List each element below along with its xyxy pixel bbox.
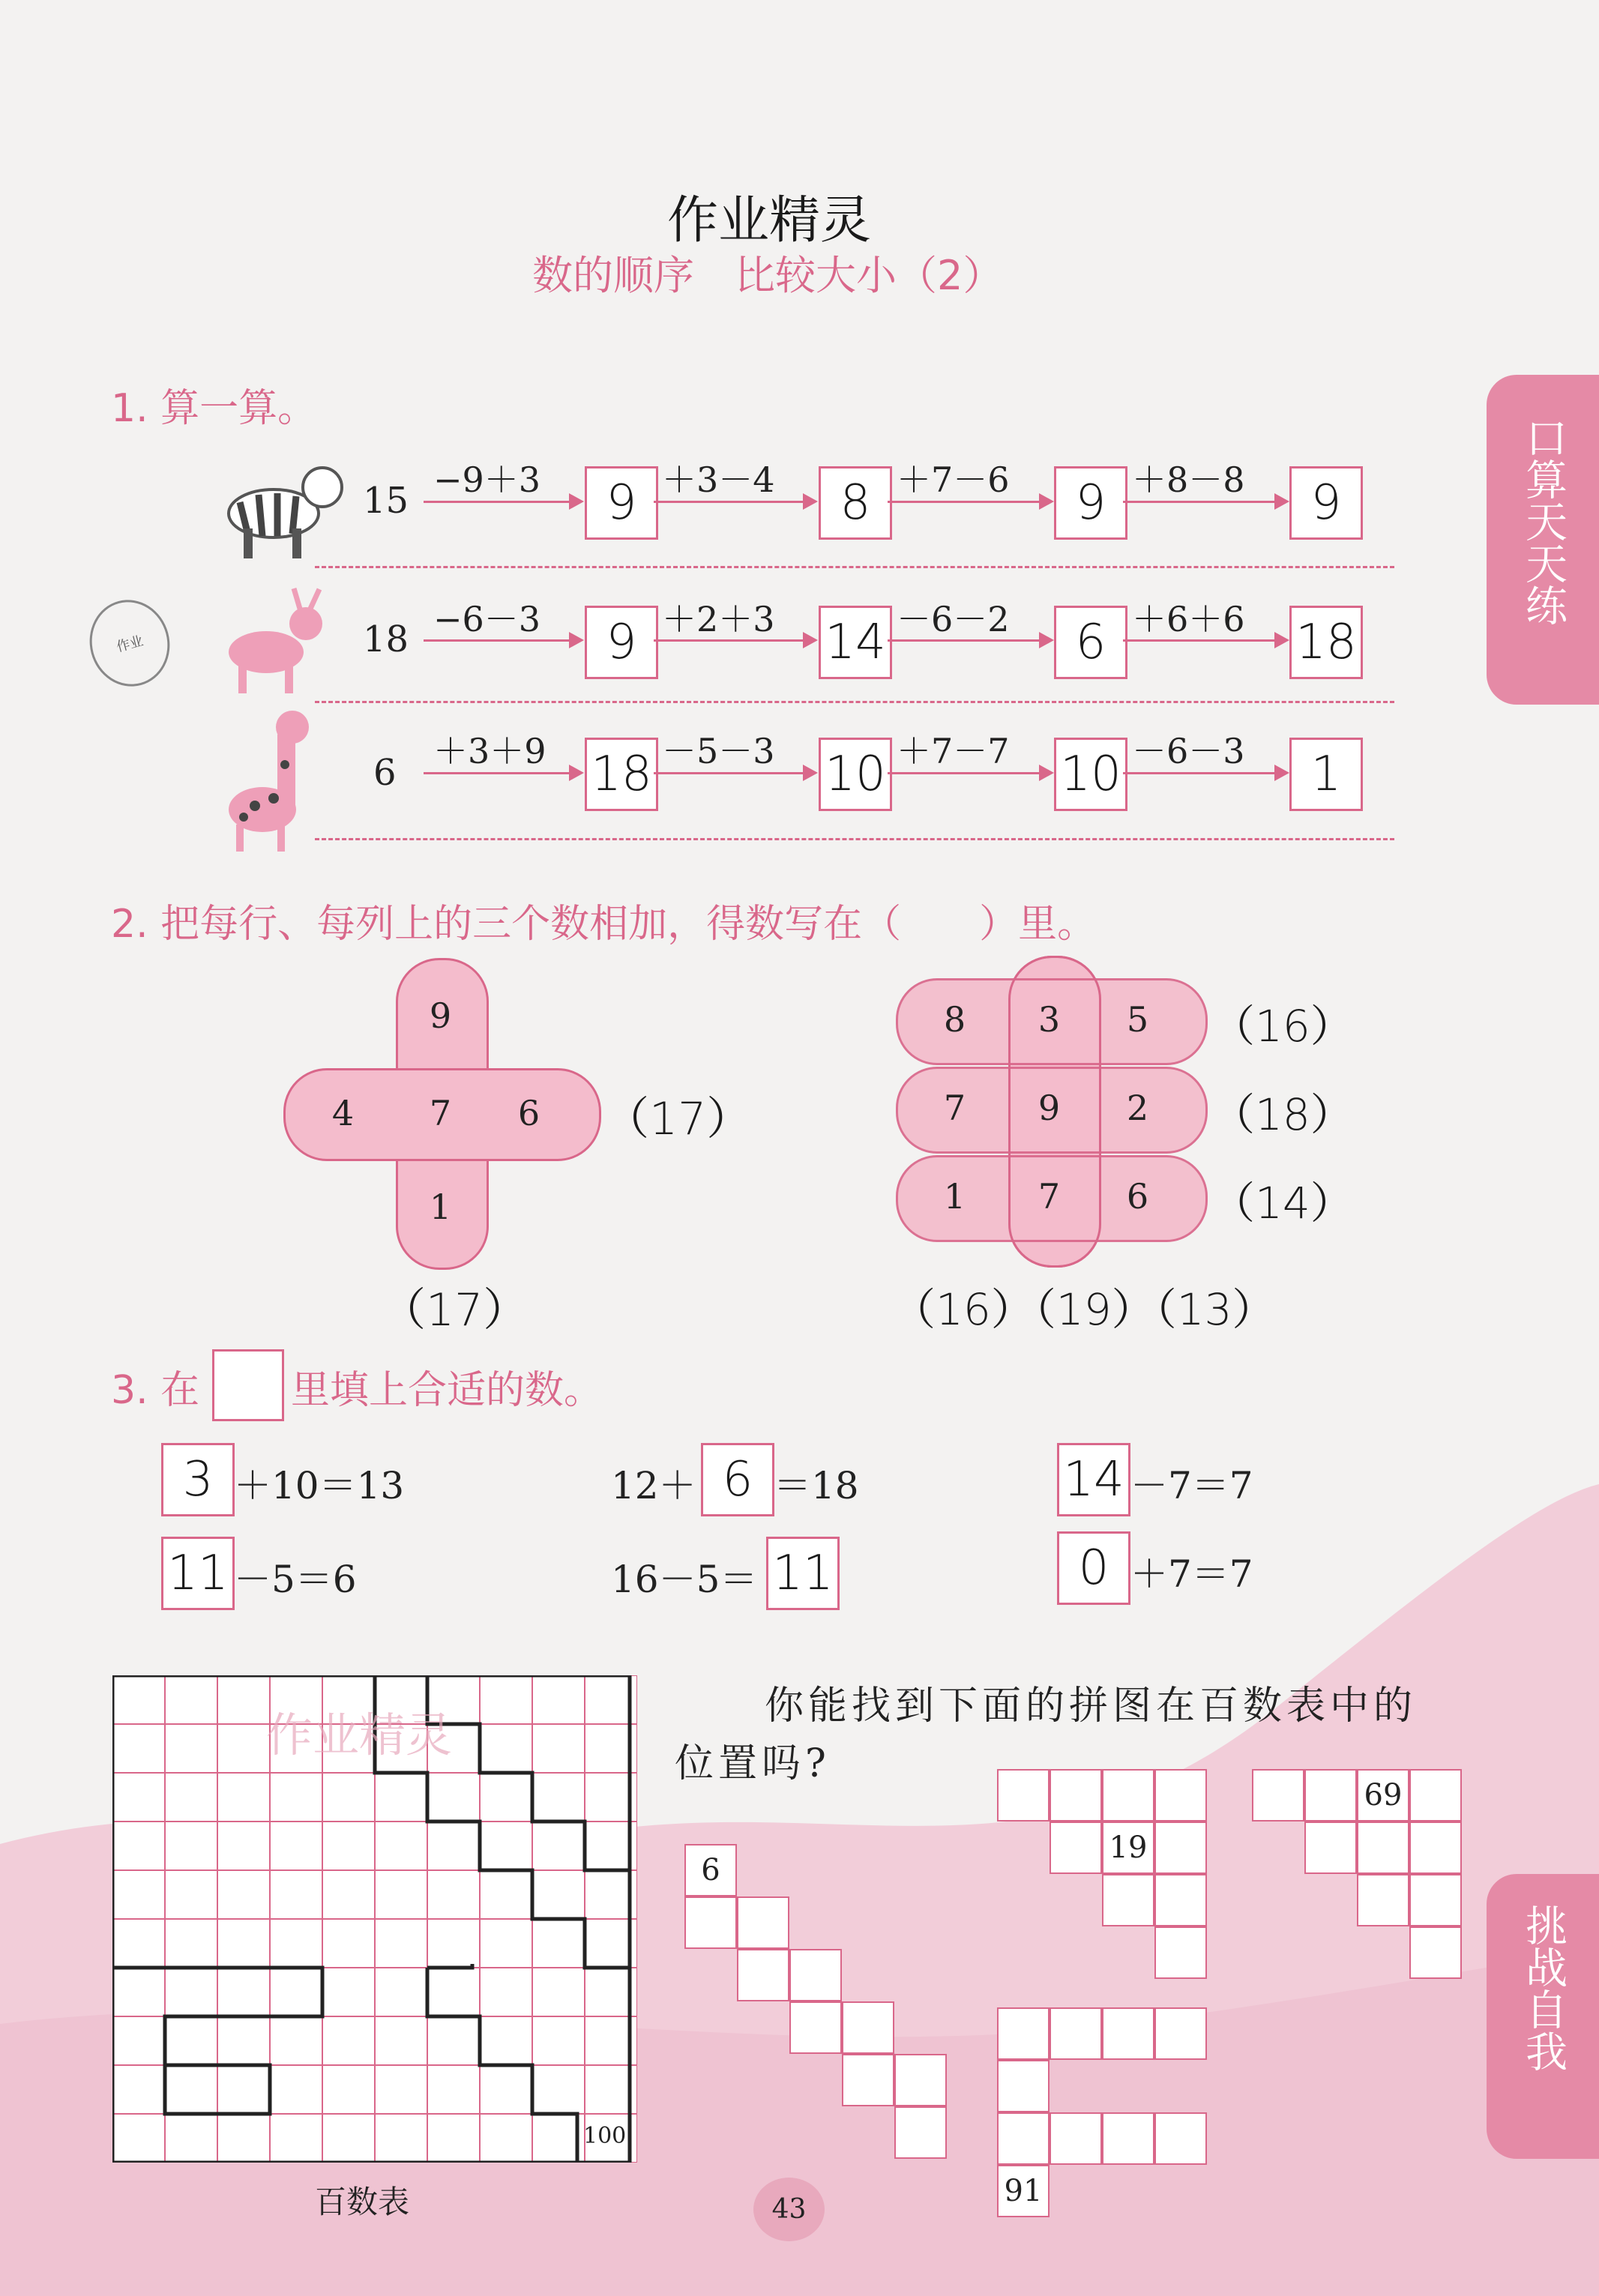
arrow-icon — [424, 772, 581, 774]
q1-row3-start: 6 — [373, 752, 397, 794]
q1-row2-ans3[interactable]: 6 — [1054, 606, 1127, 679]
stamp: 作业 — [80, 591, 179, 695]
q1-row3-op2: －5－3 — [662, 731, 775, 771]
puzzle-cell — [1154, 2112, 1207, 2165]
puzzle-cell: 19 — [1102, 1822, 1154, 1874]
q3-expr: ＋7＝7 — [1130, 1552, 1253, 1596]
logo-text: 作业精灵 — [667, 191, 872, 250]
cross-right: 6 — [517, 1093, 540, 1133]
divider — [315, 566, 1394, 568]
q3-title-box — [212, 1349, 284, 1421]
square-cell: 7 — [943, 1088, 966, 1128]
q3-expr: ＋10＝13 — [234, 1464, 405, 1507]
puzzle-cell: 69 — [1357, 1769, 1409, 1822]
q3-ans[interactable]: 14 — [1057, 1443, 1130, 1516]
arrow-icon — [888, 639, 1051, 642]
page-title: 数的顺序 比较大小（2） — [532, 252, 1004, 299]
puzzle-cell — [1154, 2007, 1207, 2060]
puzzle-cell — [737, 1949, 789, 2001]
square-cell: 5 — [1126, 999, 1149, 1040]
q3-title-post: 里填上合适的数。 — [291, 1368, 603, 1413]
puzzle-cell — [894, 2054, 947, 2106]
square-cell: 1 — [943, 1176, 966, 1217]
q1-row2-op4: ＋6＋6 — [1132, 599, 1245, 639]
puzzle-cell — [789, 1949, 842, 2001]
q1-title: 1. 算一算。 — [111, 386, 317, 431]
q3-expr: ＝18 — [774, 1464, 859, 1507]
puzzle-cell — [1409, 1926, 1462, 1979]
puzzle-cell — [997, 1769, 1050, 1822]
arrow-icon — [654, 501, 815, 503]
square-col-sums[interactable]: （16）（19）（13） — [892, 1284, 1276, 1335]
puzzle-cell — [1304, 1822, 1357, 1874]
page-number: 43 — [753, 2178, 825, 2241]
puzzle-cell — [1102, 2112, 1154, 2165]
puzzle-cell — [1050, 1822, 1102, 1874]
puzzle-cell — [789, 2001, 842, 2054]
puzzle-cell — [1357, 1822, 1409, 1874]
giraffe-icon — [217, 705, 330, 855]
q1-row3-op1: ＋3＋9 — [433, 731, 546, 771]
q4-question: 你能找到下面的拼图在百数表中的 — [765, 1684, 1418, 1729]
q1-row2-ans4[interactable]: 18 — [1289, 606, 1363, 679]
q1-row3-op4: －6－3 — [1132, 731, 1245, 771]
puzzle-cell: 6 — [684, 1844, 737, 1896]
puzzle-cell — [1050, 2112, 1102, 2165]
q1-row2-ans2[interactable]: 14 — [819, 606, 892, 679]
puzzle-cell — [1102, 2007, 1154, 2060]
tab-challenge-label: 挑战自我 — [1519, 1904, 1568, 2072]
puzzle-cell — [1357, 1874, 1409, 1926]
tab-oral-calc[interactable] — [1487, 375, 1599, 705]
q2-title: 2. 把每行、每列上的三个数相加，得数写在（ ）里。 — [111, 902, 1097, 947]
arrow-icon — [1123, 639, 1286, 642]
tab-challenge[interactable] — [1487, 1874, 1599, 2159]
puzzle-cell: 91 — [997, 2165, 1050, 2217]
q1-row2-op2: ＋2＋3 — [662, 599, 775, 639]
goat-icon — [210, 585, 330, 697]
arrow-icon — [654, 772, 815, 774]
puzzle-cell — [842, 2001, 894, 2054]
puzzle-cell — [684, 1896, 737, 1949]
q3-expr: －5＝6 — [234, 1558, 357, 1601]
square-cell: 6 — [1126, 1176, 1149, 1217]
puzzle-cell — [1102, 1874, 1154, 1926]
puzzle-cell — [1154, 1874, 1207, 1926]
arrow-icon — [888, 772, 1051, 774]
puzzle-cell — [997, 2112, 1050, 2165]
arrow-icon — [888, 501, 1051, 503]
q1-row1-op2: ＋3－4 — [662, 459, 775, 500]
q3-ans[interactable]: 6 — [701, 1443, 774, 1516]
puzzle-cell — [1409, 1769, 1462, 1822]
puzzle-cell — [1252, 1769, 1304, 1822]
square-cell: 7 — [1038, 1176, 1061, 1217]
q1-row1-ans2[interactable]: 8 — [819, 466, 892, 540]
zebra-icon — [202, 450, 345, 562]
q3-ans[interactable]: 3 — [161, 1443, 235, 1516]
q1-row1-ans3[interactable]: 9 — [1054, 466, 1127, 540]
arrow-icon — [654, 639, 815, 642]
cross-top: 9 — [429, 995, 452, 1036]
cross-left: 4 — [331, 1093, 355, 1133]
q1-row3-ans1[interactable]: 18 — [585, 738, 658, 811]
q1-row2-op1: −6－3 — [433, 599, 541, 639]
square-cell: 9 — [1038, 1088, 1061, 1128]
q1-row1-op3: ＋7－6 — [897, 459, 1010, 500]
q1-row3-op3: ＋7－7 — [897, 731, 1010, 771]
cross-col-sum[interactable]: （17） — [381, 1284, 529, 1337]
square-row-sum[interactable]: （18） — [1211, 1089, 1354, 1140]
q1-row1-op4: ＋8－8 — [1132, 459, 1245, 500]
square-cell: 2 — [1126, 1088, 1149, 1128]
q1-row1-start: 15 — [363, 480, 409, 522]
divider — [315, 701, 1394, 703]
q1-row1-ans4[interactable]: 9 — [1289, 466, 1363, 540]
q1-row2-ans1[interactable]: 9 — [585, 606, 658, 679]
q3-expr: 16－5＝ — [611, 1558, 758, 1601]
arrow-icon — [1123, 772, 1286, 774]
q3-ans[interactable]: 0 — [1057, 1531, 1130, 1605]
puzzle-cell — [997, 2007, 1050, 2060]
puzzle-cell — [1050, 2007, 1102, 2060]
puzzle-cell — [1050, 1769, 1102, 1822]
q1-row1-ans1[interactable]: 9 — [585, 466, 658, 540]
puzzle-cell — [1409, 1874, 1462, 1926]
cross-row-sum[interactable]: （17） — [604, 1093, 752, 1145]
q1-row3-ans3[interactable]: 10 — [1054, 738, 1127, 811]
cross-bottom: 1 — [429, 1187, 452, 1227]
puzzle-cell — [894, 2106, 947, 2159]
puzzle-cell — [997, 2060, 1050, 2112]
q1-row3-ans2[interactable]: 10 — [819, 738, 892, 811]
arrow-icon — [424, 501, 581, 503]
square-cell: 3 — [1038, 999, 1061, 1040]
q4-question-2: 位置吗? — [675, 1741, 831, 1786]
tab-oral-calc-label: 口算天天练 — [1519, 416, 1568, 626]
q1-row2-op3: －6－2 — [897, 599, 1010, 639]
puzzle-cell — [842, 2054, 894, 2106]
q3-ans[interactable]: 11 — [766, 1537, 840, 1610]
puzzle-cell — [1154, 1926, 1207, 1979]
puzzle-cell — [1102, 1769, 1154, 1822]
puzzle-cell — [737, 1896, 789, 1949]
cross-center: 7 — [429, 1093, 452, 1133]
square-cell: 8 — [943, 999, 966, 1040]
divider — [315, 838, 1394, 840]
q3-ans[interactable]: 11 — [161, 1537, 235, 1610]
puzzle-cell — [1154, 1822, 1207, 1874]
arrow-icon — [424, 639, 581, 642]
grid-caption: 百数表 — [315, 2184, 410, 2220]
watermark: 作业精灵 — [266, 1708, 453, 1762]
puzzle-cell — [1154, 1769, 1207, 1822]
q1-row1-op1: −9＋3 — [433, 459, 541, 500]
q3-expr: －7＝7 — [1130, 1464, 1253, 1507]
q3-title-pre: 3. 在 — [111, 1368, 200, 1413]
grid-last-cell: 100 — [583, 2123, 627, 2149]
square-row-sum[interactable]: （14） — [1211, 1178, 1354, 1229]
q1-row2-start: 18 — [363, 618, 409, 660]
puzzle-cell — [1304, 1769, 1357, 1822]
q3-expr: 12＋ — [611, 1464, 696, 1507]
arrow-icon — [1123, 501, 1286, 503]
puzzle-cell — [1409, 1822, 1462, 1874]
q1-row3-ans4[interactable]: 1 — [1289, 738, 1363, 811]
square-row-sum[interactable]: （16） — [1211, 1001, 1354, 1052]
